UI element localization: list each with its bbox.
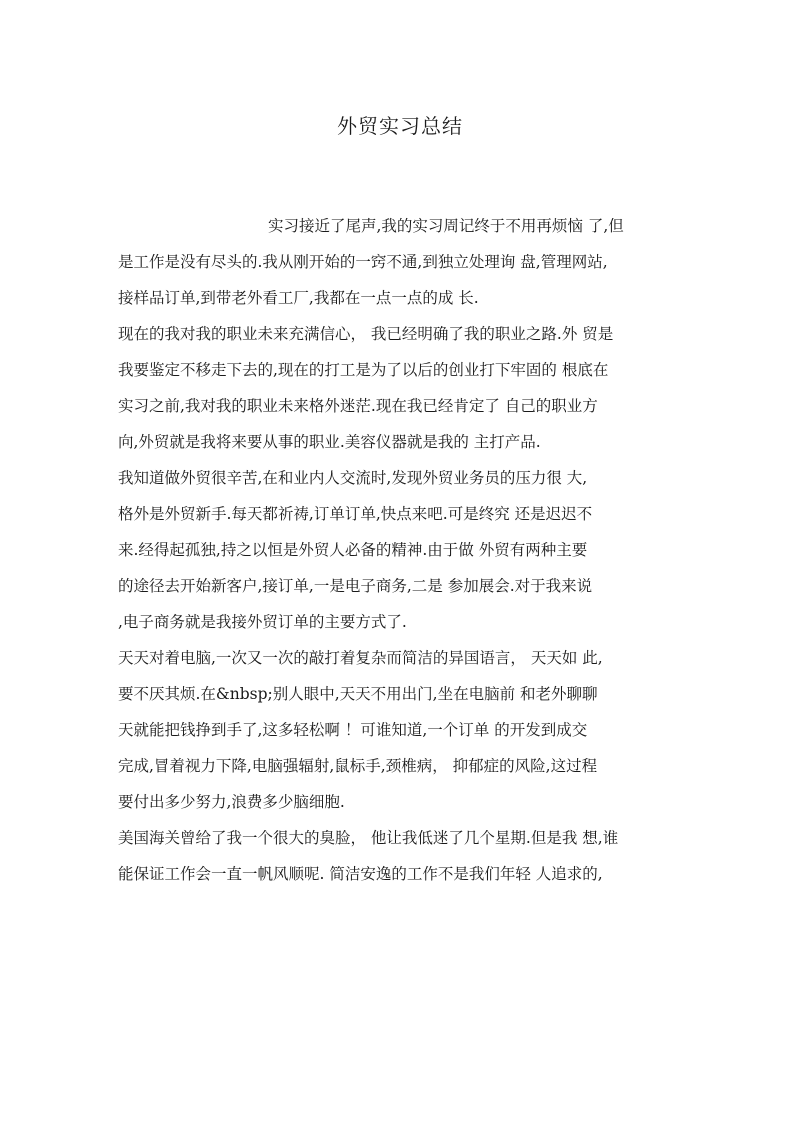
text-line: 接样品订单,到带老外看工厂,我都在一点一点的成 长. bbox=[118, 289, 479, 307]
text-line: 美国海关曾给了我一个很大的臭脸， 他让我低迷了几个星期.但是我 想,谁 bbox=[118, 829, 619, 847]
text-line: 完成,冒着视力下降,电脑强辐射,鼠标手,颈椎病， 抑郁症的风险,这过程 bbox=[118, 757, 598, 775]
text-line: 的途径去开始新客户,接订单,一是电子商务,二是 参加展会.对于我来说 bbox=[118, 577, 593, 595]
document-body bbox=[118, 208, 688, 892]
text-line: 我知道做外贸很辛苦,在和业内人交流时,发现外贸业务员的压力很 大, bbox=[118, 469, 588, 487]
text-line: 实习接近了尾声,我的实习周记终于不用再烦恼 了,但 bbox=[268, 217, 624, 235]
text-line: 是工作是没有尽头的.我从刚开始的一窍不通,到独立处理询 盘,管理网站, bbox=[118, 253, 608, 271]
text-line: 能保证工作会一直一帆风顺呢. 简洁安逸的工作不是我们年轻 人追求的, bbox=[118, 865, 603, 883]
text-line: 向,外贸就是我将来要从事的职业.美容仪器就是我的 主打产品. bbox=[118, 433, 541, 451]
text-line: 我要鉴定不移走下去的,现在的打工是为了以后的创业打下牢固的 根底在 bbox=[118, 361, 609, 379]
text-line: 要不厌其烦.在&nbsp;别人眼中,天天不用出门,坐在电脑前 和老外聊聊 bbox=[118, 685, 598, 703]
text-line: 要付出多少努力,浪费多少脑细胞. bbox=[118, 793, 345, 811]
text-line: 天就能把钱挣到手了,这多轻松啊 ！可谁知道,一个订单 的开发到成交 bbox=[118, 721, 588, 739]
text-line: 实习之前,我对我的职业未来格外迷茫.现在我已经肯定了 自己的职业方 bbox=[118, 397, 598, 415]
text-line: 现在的我对我的职业未来充满信心， 我已经明确了我的职业之路.外 贸是 bbox=[118, 325, 614, 343]
document-title: 外贸实习总结 bbox=[337, 114, 463, 138]
text-line: 天天对着电脑,一次又一次的敲打着复杂而简洁的异国语言， 天天如 此, bbox=[118, 649, 603, 667]
text-line: 格外是外贸新手.每天都祈祷,订单订单,快点来吧.可是终究 还是迟迟不 bbox=[118, 505, 593, 523]
text-line: ,电子商务就是我接外贸订单的主要方式了. bbox=[118, 613, 407, 631]
text-line: 来.经得起孤独,持之以恒是外贸人必备的精神.由于做 外贸有两种主要 bbox=[118, 541, 588, 559]
